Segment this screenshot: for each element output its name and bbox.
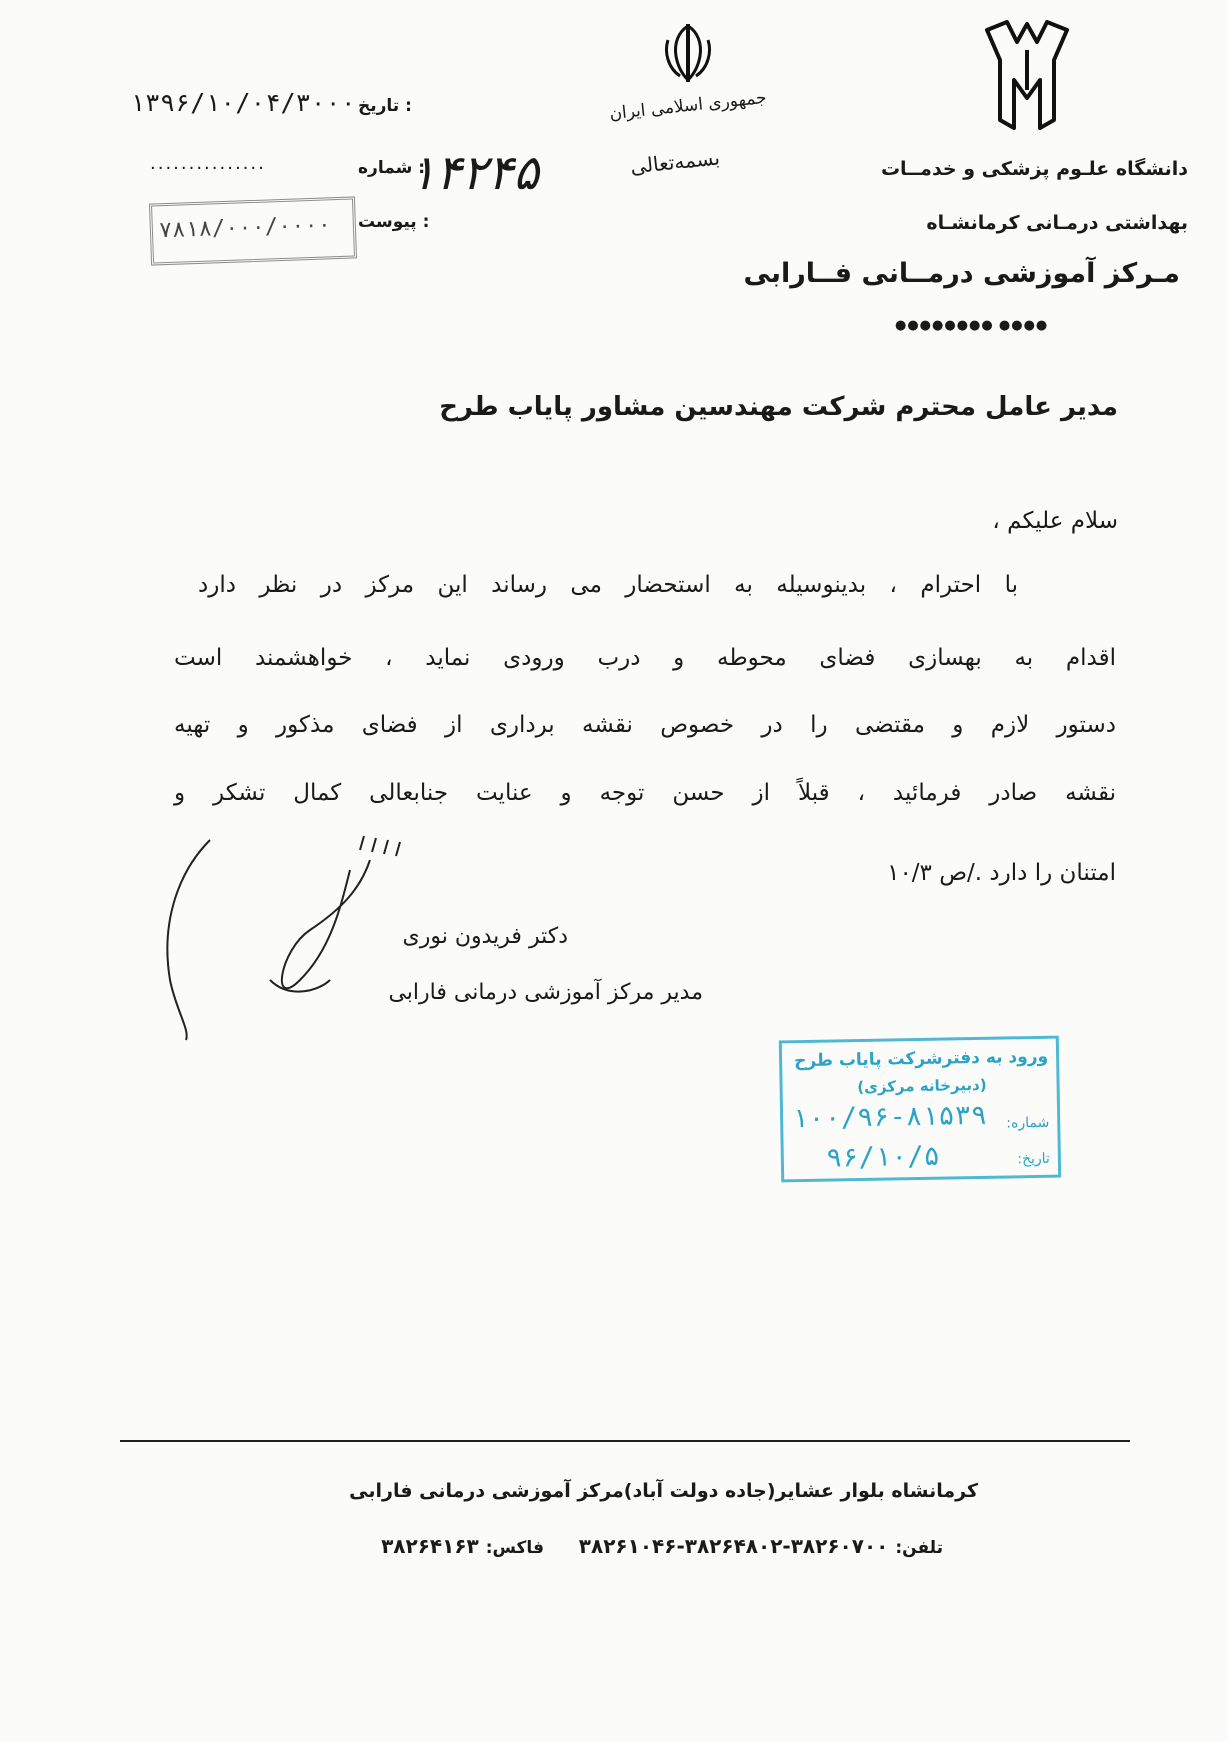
footer-contact: [381, 1534, 943, 1558]
university-name-line2: بهداشتی درمـانی کرمانشـاه: [926, 212, 1188, 234]
fax-label: فاکس:: [485, 1538, 544, 1558]
body-line-1: با احترام ، بدینوسیله به استحضار می رساند این مرکز در نظر دارد: [198, 572, 1018, 598]
date-value: ۱۳۹۶/۱۰/۰۴/۳۰۰۰: [130, 88, 356, 117]
letter-salutation: مدیر عامل محترم شرکت مهندسین مشاور پایاب طرح: [439, 392, 1118, 422]
body-line-3: دستور لازم و مقتضی را در خصوص نقشه برداری از فضای مذکور و تهیه: [174, 712, 1116, 738]
attachment-stamp: ۷۸۱۸/۰۰۰/۰۰۰۰: [149, 196, 357, 265]
receipt-stamp-subtitle: (دبیرخانه مرکزی): [857, 1075, 987, 1097]
body-line-5: امتنان را دارد ./ص ۱۰/۳: [887, 860, 1116, 886]
letter-greeting: سلام علیکم ،: [992, 508, 1118, 534]
footer-address: کرمانشاه بلوار عشایر(جاده دولت آباد)مرکز آموزشی درمانی فارابی: [349, 1480, 978, 1502]
number-label: : شماره: [358, 158, 426, 178]
receipt-date-label: تاریخ:: [1017, 1150, 1051, 1168]
header-dots: ●●●●●●●● ●●●●: [895, 318, 1049, 333]
signatory-name: دکتر فریدون نوری: [402, 924, 568, 949]
university-logo-icon: [982, 20, 1072, 130]
number-handwritten: ۱۴۲۴۵: [410, 145, 539, 201]
emblem-caption: جمهوری اسلامی ایران: [608, 87, 768, 125]
receipt-date-value: ۹۶/۱۰/۵: [825, 1140, 941, 1174]
body-line-2: اقدام به بهسازی فضای محوطه و درب ورودی نماید ، خواهشمند است: [174, 645, 1116, 671]
attachment-label: : پیوست: [358, 212, 430, 232]
university-name-line1: دانشگاه علـوم پزشکی و خدمــات: [880, 158, 1188, 180]
receipt-number-label: شماره:: [1006, 1114, 1050, 1132]
fax-value: ۳۸۲۶۴۱۶۳: [381, 1534, 479, 1558]
phone-label: تلفن:: [895, 1538, 943, 1558]
signatory-role: مدیر مرکز آموزشی درمانی فارابی: [388, 980, 703, 1005]
footer-divider: [120, 1440, 1130, 1442]
number-dots: ...............: [150, 153, 266, 174]
date-label: : تاریخ: [358, 96, 412, 116]
handwritten-signature: [150, 830, 430, 1050]
receipt-stamp-title: ورود به دفترشرکت پایاب طرح: [793, 1046, 1049, 1072]
receipt-stamp: [779, 1036, 1061, 1183]
receipt-number-value: ۱۰۰/۹۶-۸۱۵۳۹: [791, 1099, 988, 1135]
bismillah: بسمه‌تعالی: [629, 145, 721, 179]
iran-emblem-icon: [660, 22, 716, 84]
phone-value: ۳۸۲۶۰۷۰۰-۳۸۲۶۴۸۰۲-۳۸۲۶۱۰۴۶: [578, 1534, 889, 1558]
body-line-4: نقشه صادر فرمائید ، قبلاً از حسن توجه و عنایت جنابعالی کمال تشکر و: [174, 780, 1116, 806]
center-name: مـرکز آموزشی درمــانی فــارابی: [743, 258, 1180, 289]
